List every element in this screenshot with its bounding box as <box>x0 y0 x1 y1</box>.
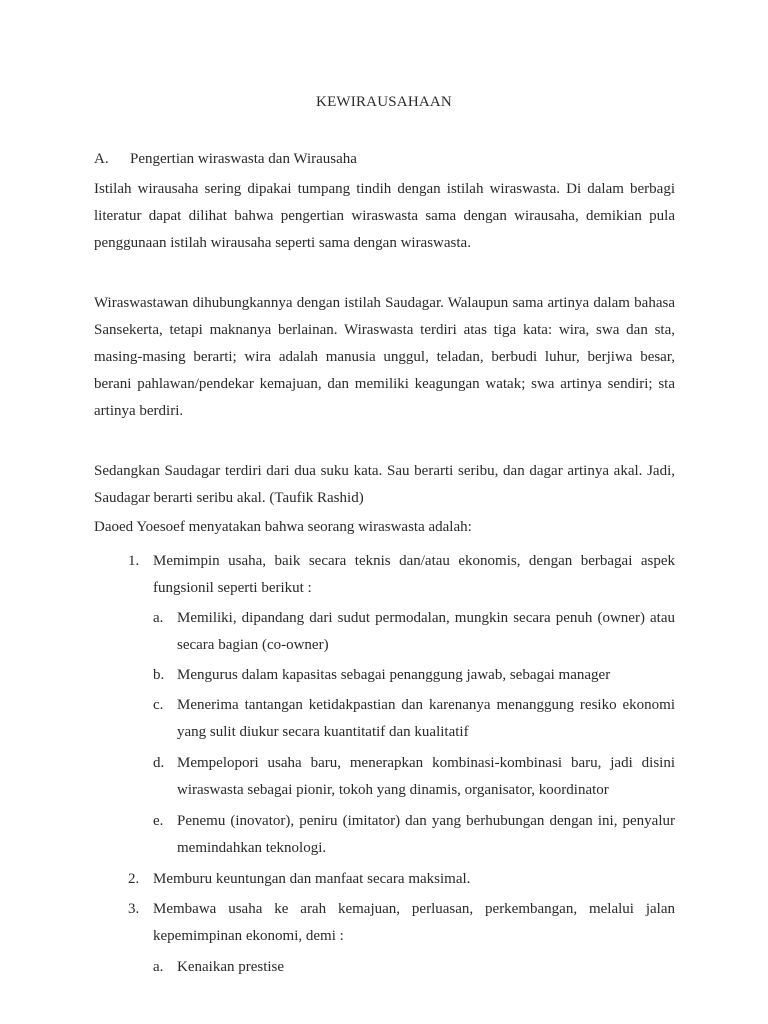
sub-list-item-text: Penemu (inovator), peniru (imitator) dan yang berhubungan dengan ini, penyalur memindahkan teknologi. <box>177 813 675 856</box>
sub-list-marker: d. <box>153 755 165 771</box>
list-item-text: Memburu keuntungan dan manfaat secara maksimal. <box>153 871 471 887</box>
sub-list-item-text: Mempelopori usaha baru, menerapkan kombinasi-kombinasi baru, jadi disini wiraswasta sebagai pionir, tokoh yang dinamis, organisator, koordinator <box>177 755 675 798</box>
sub-list-marker: e. <box>153 813 164 829</box>
paragraph: Sedangkan Saudagar terdiri dari dua suku kata. Sau berarti seribu, dan dagar artinya akal. Jadi, Saudagar berarti seribu akal. (Taufik Rashid) <box>94 463 675 506</box>
sub-list-item <box>153 662 675 689</box>
sub-list-item-text: Kenaikan prestise <box>177 959 285 975</box>
list-item <box>128 866 675 893</box>
sub-list-item <box>153 954 675 981</box>
paragraph: Daoed Yoesoef menyatakan bahwa seorang wiraswasta adalah: <box>94 519 472 535</box>
section-number: A. <box>94 151 109 167</box>
section-heading <box>94 151 357 168</box>
list-item <box>128 896 675 950</box>
list-marker: 2. <box>128 871 140 887</box>
sub-list-item-text: Memiliki, dipandang dari sudut permodalan, mungkin secara penuh (owner) atau secara bagian (co-owner) <box>177 610 675 653</box>
list-item-text: Membawa usaha ke arah kemajuan, perluasan, perkembangan, melalui jalan kepemimpinan ekonomi, demi : <box>153 901 675 944</box>
sub-list-item-text: Mengurus dalam kapasitas sebagai penanggung jawab, sebagai manager <box>177 667 611 683</box>
sub-list-item <box>153 692 675 746</box>
paragraph: Wiraswastawan dihubungkannya dengan istilah Saudagar. Walaupun sama artinya dalam bahasa Sansekerta, tetapi maknanya berlainan. Wiraswasta terdiri atas tiga kata: wira, swa dan sta, masing-masing berarti; wira adalah manusia unggul, teladan, berbudi luhur, berjiwa besar, berani pahlawan/pendekar kemajuan, dan memiliki keagungan watak; swa artinya sendiri; sta artinya berdiri. <box>94 295 675 419</box>
document-title: KEWIRAUSAHAAN <box>316 94 452 110</box>
list-item <box>128 548 675 602</box>
sub-list-marker: c. <box>153 697 164 713</box>
sub-list-item <box>153 808 675 862</box>
paragraph: Istilah wirausaha sering dipakai tumpang tindih dengan istilah wiraswasta. Di dalam berbagi literatur dapat dilihat bahwa pengertian wiraswasta sama dengan wirausaha, demikian pula penggunaan istilah wirausaha seperti sama dengan wiraswasta. <box>94 181 675 251</box>
sub-list-item <box>153 605 675 659</box>
list-marker: 1. <box>128 553 140 569</box>
section-heading-text: Pengertian wiraswasta dan Wirausaha <box>130 151 357 167</box>
sub-list-marker: b. <box>153 667 165 683</box>
list-marker: 3. <box>128 901 140 917</box>
sub-list-marker: a. <box>153 959 164 975</box>
sub-list-item <box>153 750 675 804</box>
sub-list-marker: a. <box>153 610 164 626</box>
sub-list-item-text: Menerima tantangan ketidakpastian dan karenanya menanggung resiko ekonomi yang sulit diukur secara kuantitatif dan kualitatif <box>177 697 675 740</box>
list-item-text: Memimpin usaha, baik secara teknis dan/atau ekonomis, dengan berbagai aspek fungsionil seperti berikut : <box>153 553 675 596</box>
